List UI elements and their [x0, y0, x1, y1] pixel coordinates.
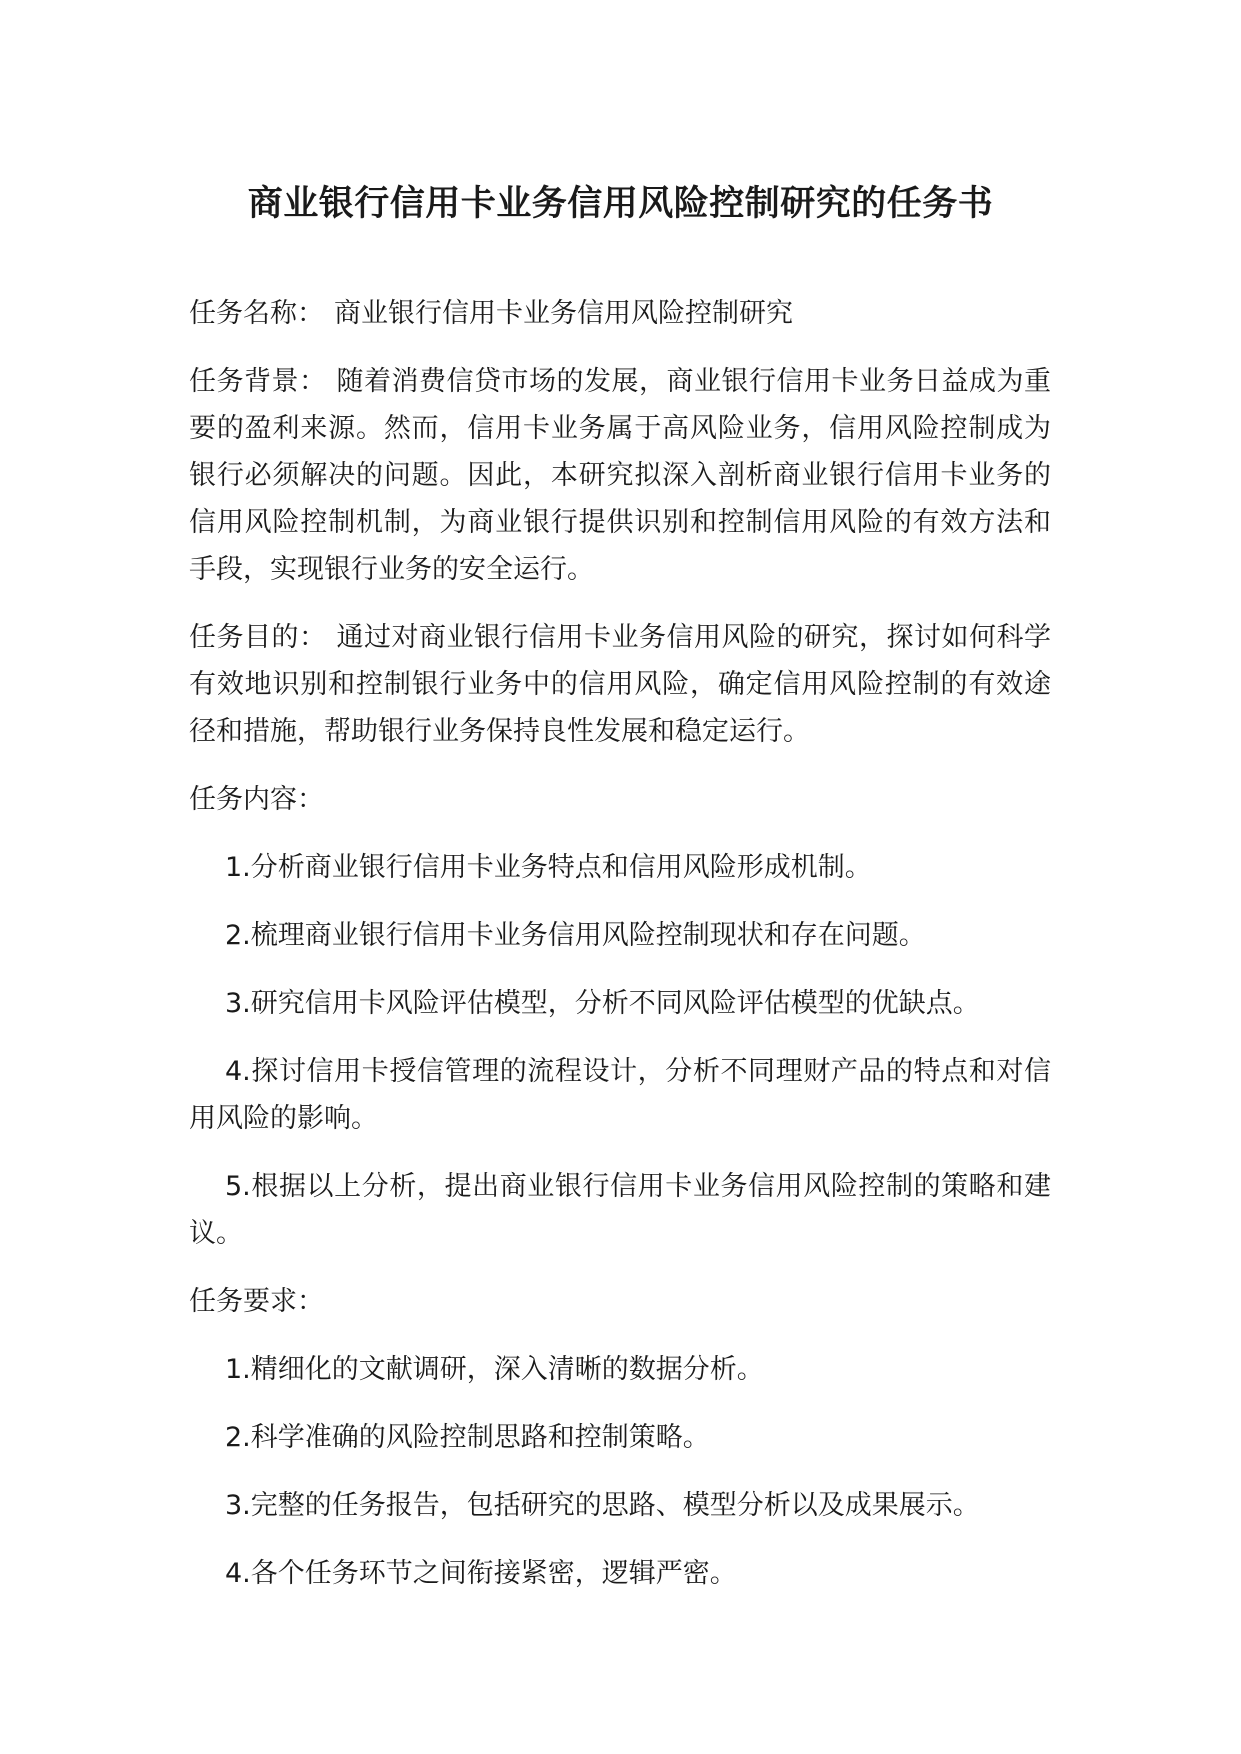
task-purpose-text: 通过对商业银行信用卡业务信用风险的研究，探讨如何科学有效地识别和控制银行业务中的信用风险，确定信用风险控制的有效途径和措施，帮助银行业务保持良性发展和稳定运行。: [189, 622, 1051, 747]
task-content-item: 4.探讨信用卡授信管理的流程设计，分析不同理财产品的特点和对信用风险的影响。: [189, 1056, 1051, 1134]
document-title: 商业银行信用卡业务信用风险控制研究的任务书: [247, 184, 994, 224]
task-requirement-item: 3.完整的任务报告，包括研究的思路、模型分析以及成果展示。: [225, 1490, 980, 1521]
task-requirement-item: 4.各个任务环节之间衔接紧密，逻辑严密。: [225, 1558, 737, 1589]
task-content-item: 2.梳理商业银行信用卡业务信用风险控制现状和存在问题。: [225, 920, 926, 951]
task-content-item: 1.分析商业银行信用卡业务特点和信用风险形成机制。: [225, 852, 872, 883]
task-name-label: 任务名称：: [189, 298, 324, 329]
task-background-label: 任务背景：: [189, 366, 327, 397]
task-purpose-paragraph: [189, 614, 1051, 755]
task-name-paragraph: [189, 290, 1051, 337]
task-background-text: 随着消费信贷市场的发展，商业银行信用卡业务日益成为重要的盈利来源。然而，信用卡业务属于高风险业务，信用风险控制成为银行必须解决的问题。因此，本研究拟深入剖析商业银行信用卡业务的信用风险控制机制，为商业银行提供识别和控制信用风险的有效方法和手段，实现银行业务的安全运行。: [189, 366, 1051, 585]
document-body: [189, 290, 1051, 1618]
task-requirement-item: 2.科学准确的风险控制思路和控制策略。: [225, 1422, 710, 1453]
task-purpose-label: 任务目的：: [189, 622, 327, 653]
task-content-label: 任务内容：: [189, 784, 324, 815]
task-name-text: 商业银行信用卡业务信用风险控制研究: [334, 298, 793, 329]
task-content-item: 5.根据以上分析，提出商业银行信用卡业务信用风险控制的策略和建议。: [189, 1171, 1051, 1249]
task-background-paragraph: [189, 358, 1051, 593]
task-requirements-label: 任务要求：: [189, 1286, 324, 1317]
task-requirement-item: 1.精细化的文献调研，深入清晰的数据分析。: [225, 1354, 764, 1385]
task-content-item: 3.研究信用卡风险评估模型，分析不同风险评估模型的优缺点。: [225, 988, 980, 1019]
